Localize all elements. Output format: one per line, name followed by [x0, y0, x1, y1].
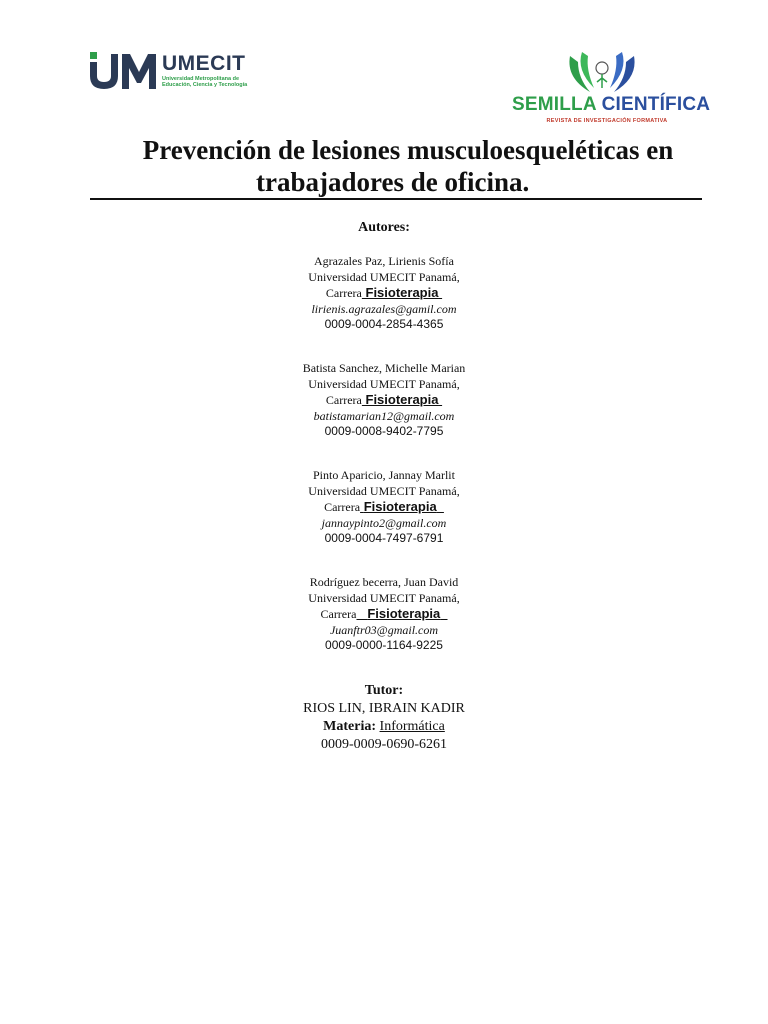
title-line-1: Prevención de lesiones musculoesqueléticas en	[142, 135, 674, 165]
title-line-2: trabajadores de oficina.	[256, 167, 530, 197]
career-value: Fisioterapia	[365, 285, 439, 300]
author-orcid: 0009-0004-2854-4365	[324, 317, 444, 331]
umecit-brand-text: UMECIT	[162, 52, 246, 75]
author-name: Pinto Aparicio, Jannay Marlit	[313, 468, 455, 482]
author-orcid: 0009-0000-1164-9225	[325, 638, 443, 652]
hands-leaf-icon	[564, 48, 640, 96]
author-career	[0, 392, 768, 409]
author-email: batistamarian12@gmail.com	[313, 408, 455, 423]
author-name: Batista Sanchez, Michelle Marian	[302, 361, 466, 375]
author-university: Universidad UMECIT Panamá,	[308, 269, 460, 284]
career-value: Fisioterapia	[363, 499, 437, 514]
career-label: Carrera	[325, 393, 362, 407]
author-career	[0, 285, 768, 302]
logo-word-cientifica: CIENTÍFICA	[601, 94, 711, 115]
title-divider	[90, 198, 702, 200]
author-email: lirienis.agrazales@gamil.com	[311, 301, 457, 316]
semilla-subtitle: REVISTA DE INVESTIGACIÓN FORMATIVA	[546, 118, 668, 124]
author-email: jannaypinto2@gmail.com	[321, 515, 447, 530]
author-career	[0, 499, 768, 516]
career-label: Carrera	[324, 500, 361, 514]
logo-word-semilla: SEMILLA	[512, 94, 597, 115]
semilla-cientifica-name	[512, 94, 711, 116]
authors-heading: Autores:	[358, 220, 410, 235]
author-name: Rodríguez becerra, Juan David	[309, 575, 459, 589]
author-name: Agrazales Paz, Lirienis Sofía	[314, 254, 454, 268]
author-orcid: 0009-0008-9402-7795	[324, 424, 444, 438]
document-title	[90, 134, 702, 198]
author-block	[0, 254, 768, 333]
career-label: Carrera	[320, 607, 357, 621]
author-email: Juanftr03@gmail.com	[329, 622, 439, 637]
author-university: Universidad UMECIT Panamá,	[308, 483, 460, 498]
tutor-orcid: 0009-0009-0690-6261	[321, 737, 447, 752]
umecit-tagline: Universidad Metropolitana de Educación, Ciencia y Tecnología	[162, 76, 248, 88]
career-field	[356, 606, 447, 621]
career-field	[362, 285, 442, 300]
author-block	[0, 361, 768, 440]
author-university: Universidad UMECIT Panamá,	[308, 590, 460, 605]
um-logo-icon	[88, 50, 158, 90]
career-field	[362, 392, 442, 407]
author-university: Universidad UMECIT Panamá,	[308, 376, 460, 391]
author-orcid: 0009-0004-7497-6791	[324, 531, 444, 545]
author-block	[0, 468, 768, 547]
tutor-label: Tutor:	[364, 683, 404, 698]
career-value: Fisioterapia	[367, 606, 441, 621]
tutor-name: RIOS LIN, IBRAIN KADIR	[303, 701, 465, 716]
subject-line	[0, 718, 768, 736]
author-career	[0, 606, 768, 623]
career-field	[360, 499, 444, 514]
career-label: Carrera	[325, 286, 362, 300]
umecit-logo	[88, 50, 258, 90]
career-value: Fisioterapia	[365, 392, 439, 407]
author-block	[0, 575, 768, 654]
subject-value: Informática	[379, 719, 445, 734]
subject-label: Materia:	[323, 719, 377, 734]
tutor-block	[0, 682, 768, 754]
semilla-cientifica-logo	[512, 48, 711, 130]
